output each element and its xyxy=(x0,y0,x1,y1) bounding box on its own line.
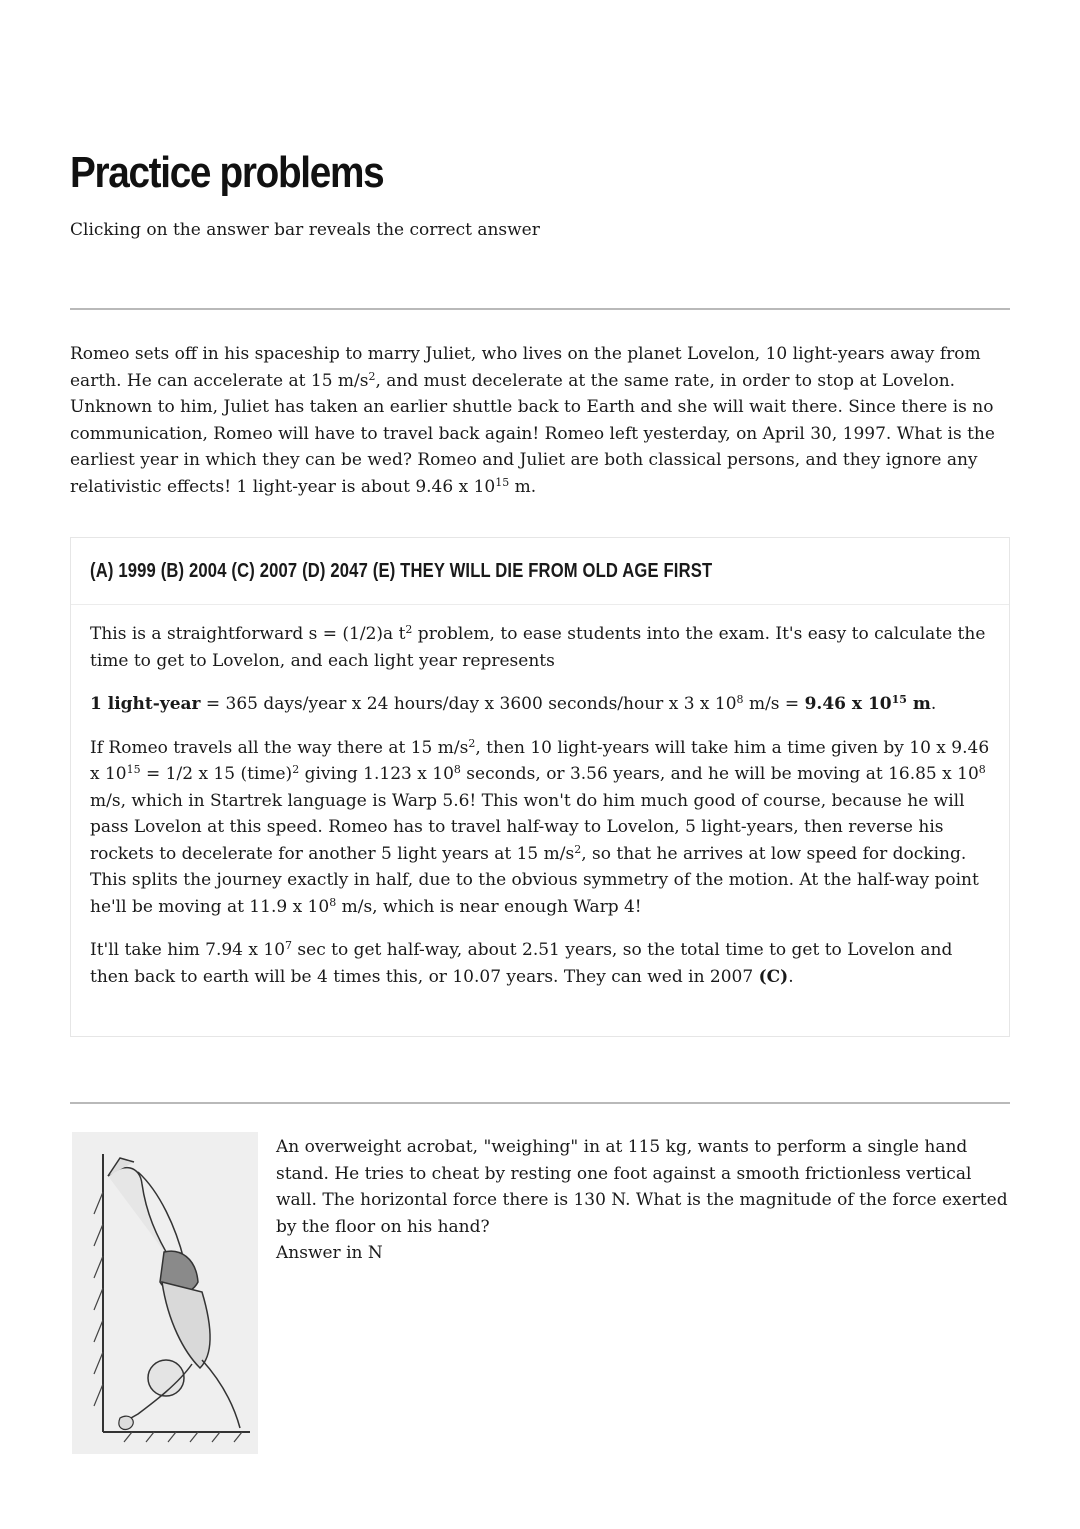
problem2-question: An overweight acrobat, "weighing" in at 115 kg, wants to perform a single hand stand. He tries to cheat by resting one foot against a smooth frictionless vertical wall. The horizontal force there is 130 N. What is the magnitude of the force exerted by the floor on his hand? Answer in N xyxy=(276,1137,1008,1263)
page-title: Practice problems xyxy=(70,148,384,197)
problem1-question: Romeo sets off in his spaceship to marry Juliet, who lives on the planet Lovelon, 10 light-years away from earth. He can accelerate at 15 $m/s^2$, and must decelerate at the same rate, in order to stop at Lovelon. Unknown to him, Juliet has taken an earlier shuttle back to Earth and she will wait there. Since there is no communication, Romeo will have to travel back again! Romeo left yesterday, on April 30, 1997. What is the earliest year in which they can be wed? Romeo and Juliet are both classical persons, and they ignore any relativistic effects! 1 light-year is about 9.46 x $10^{15}$ m. xyxy=(70,344,995,497)
answer-paragraph: 1 light-year = 365 days/year x 24 hours/day x 3600 seconds/hour x 3 x $10^8$ m/s = 9.46 x $10^{15}$ m. xyxy=(90,693,937,714)
divider xyxy=(70,1102,1010,1104)
problem1-answer-bar[interactable] xyxy=(71,538,1009,605)
acrobat-handstand-drawing xyxy=(72,1132,258,1454)
answer-paragraph: It'll take him 7.94 x $10^7$ sec to get half-way, about 2.51 years, so the total time to get to Lovelon and then back to earth will be 4 times this, or 10.07 years. They can wed in 2007 (C). xyxy=(90,939,953,987)
answer-paragraph: This is a straightforward s = (1/2)a $t^2$ problem, to ease students into the exam. It's easy to calculate the time to get to Lovelon, and each light year represents xyxy=(90,623,986,671)
answer-paragraph: If Romeo travels all the way there at 15 $m/s^2$, then 10 light-years will take him a time given by 10 x 9.46 x $10^{15} = 1/2$ x 15 (time)$^2$ giving 1.123 x $10^8$ seconds, or 3.56 years, and he will be moving at 16.85 x $10^8$ m/s, which in Startrek language is Warp 5.6! This won't do him much good of course, because he will pass Lovelon at this speed. Romeo has to travel half-way to Lovelon, 5 light-years, then reverse his rockets to decelerate for another 5 light years at 15 $m/s^2$, so that he arrives at low speed for docking. This splits the journey exactly in half, due to the obvious symmetry of the motion. At the half-way point he'll be moving at 11.9 x $10^8$ m/s, which is near enough Warp 4! xyxy=(90,736,990,917)
page-subtitle: Clicking on the answer bar reveals the correct answer xyxy=(70,220,540,240)
problem1-answer-body xyxy=(71,605,1009,990)
answer-unit-label: Answer in N xyxy=(276,1243,383,1263)
acrobat-illustration xyxy=(72,1132,258,1454)
problem1-answer-panel xyxy=(70,537,1010,1037)
answer-bar-label: (A) 1999 (B) 2004 (C) 2007 (D) 2047 (E) THEY WILL DIE FROM OLD AGE FIRST xyxy=(90,559,713,582)
divider xyxy=(70,308,1010,310)
